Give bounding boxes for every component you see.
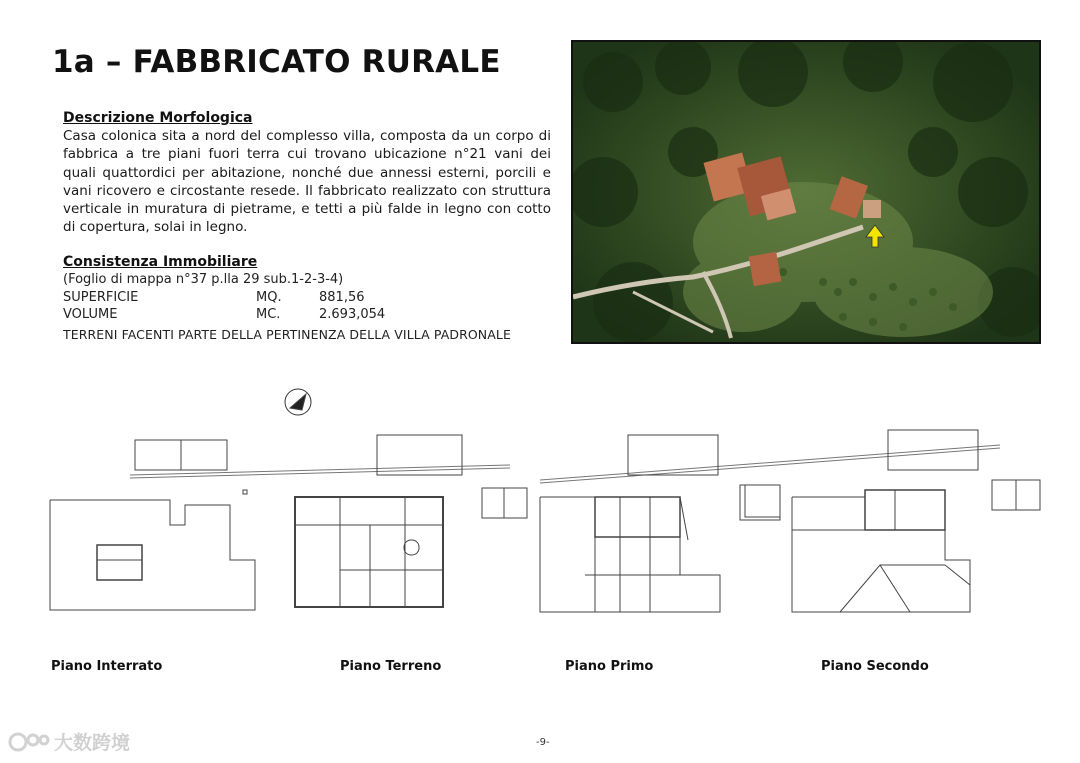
building-small (749, 252, 782, 286)
plan-label-secondo: Piano Secondo (821, 659, 929, 674)
descrizione-text: Casa colonica sita a nord del complesso villa, composta da un corpo di fabbrica a tre piani fuori terra cui trovano ubicazione n°21 vani dei quali quattordici per abitazione, nonché due annessi esterni, porcili e vani ricovero e circostante resede. Il fabbricato realizzato con struttura verticale in muratura di pietrame, e tetti a più falde in legno con cotto di copertura, solai in legno. (63, 128, 551, 236)
plan-label-primo: Piano Primo (565, 659, 654, 674)
superficie-value: 881,56 (319, 289, 365, 305)
page-number: -9- (536, 737, 550, 748)
superficie-unit: MQ. (256, 289, 282, 305)
plan-secondo (792, 430, 1040, 612)
plan-primo (482, 435, 720, 612)
plan-terreno (243, 435, 462, 607)
volume-unit: MC. (256, 307, 281, 322)
consistenza-heading: Consistenza Immobiliare (63, 254, 258, 270)
consistenza-block (63, 271, 385, 324)
plan-primo-annex (740, 485, 780, 520)
floor-plans-graphic (40, 380, 1050, 640)
terreni-text: TERRENI FACENTI PARTE DELLA PERTINENZA DELLA VILLA PADRONALE (63, 327, 511, 342)
volume-value: 2.693,054 (319, 307, 386, 322)
superficie-label: SUPERFICIE (63, 289, 139, 305)
floor-plans (40, 380, 1050, 640)
plan-secondo-annex (745, 485, 780, 517)
superficie-row (63, 289, 385, 307)
plan-label-interrato: Piano Interrato (51, 659, 163, 674)
foglio-text: (Foglio di mappa n°37 p.lla 29 sub.1-2-3-4) (63, 272, 344, 287)
watermark-logo-icon (8, 731, 50, 753)
watermark-text: 大数跨境 (54, 732, 131, 754)
plan-interrato (50, 440, 255, 610)
volume-label: VOLUME (63, 307, 118, 322)
descrizione-heading: Descrizione Morfologica (63, 110, 253, 126)
aerial-photo (571, 40, 1041, 344)
plan-label-terreno: Piano Terreno (340, 659, 442, 674)
aerial-photo-graphic (573, 42, 1039, 342)
volume-row (63, 306, 385, 324)
watermark (8, 728, 130, 755)
page-title: 1a – FABBRICATO RURALE (52, 44, 501, 80)
north-compass-icon (285, 389, 311, 415)
